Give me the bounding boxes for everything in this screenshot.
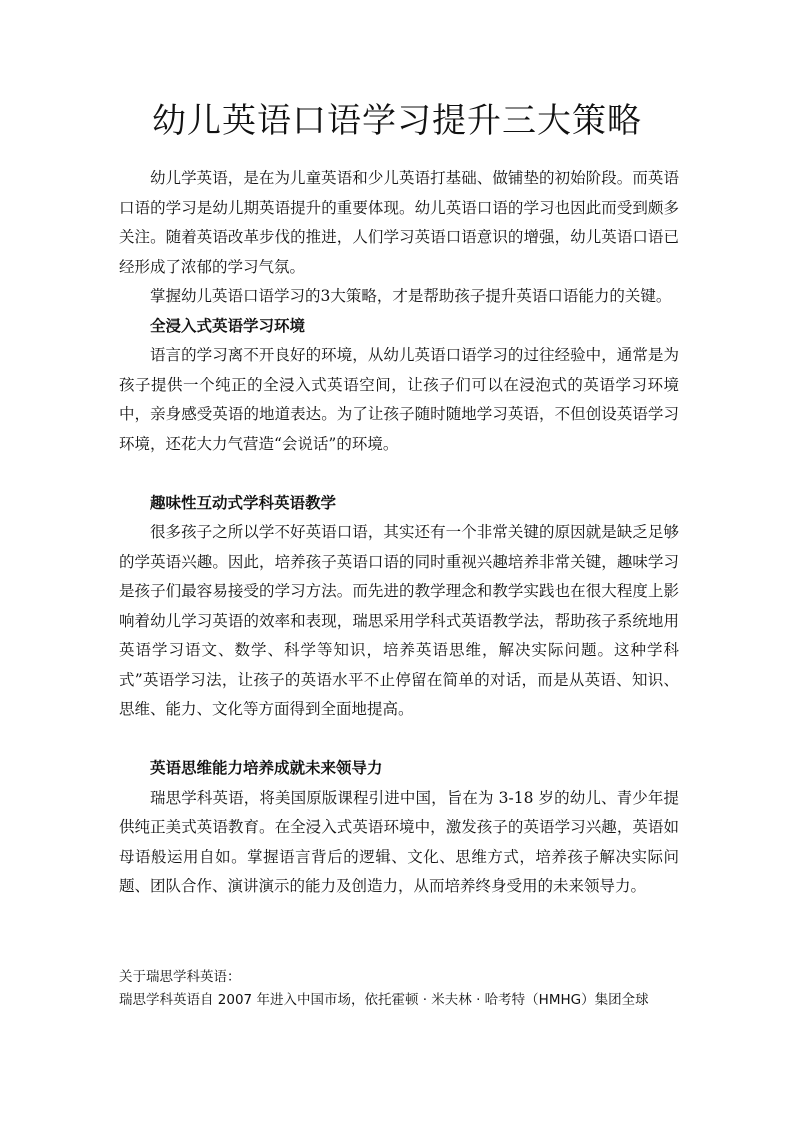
- document-title: 幼儿英语口语学习提升三大策略: [152, 101, 642, 141]
- section-paragraph: 语言的学习离不开良好的环境，从幼儿英语口语学习的过往经验中，通常是为孩子提供一个纯正的全浸入式英语空间，让孩子们可以在浸泡式的英语学习环境中，亲身感受英语的地道表达。为了让孩子随时随地学习英语，不但创设英语学习环境，还花大力气营造“会说话”的环境。: [119, 346, 679, 453]
- section-heading: 全浸入式英语学习环境: [150, 316, 306, 335]
- document-body: [119, 164, 679, 902]
- footer-label: 关于瑞思学科英语：: [119, 969, 241, 985]
- section-spacer: [119, 725, 679, 755]
- footer-text: 瑞思学科英语自 2007 年进入中国市场，依托霍顿 · 米夫林 · 哈考特（HMHG）集团全球: [119, 992, 649, 1008]
- intro-paragraph: 幼儿学英语，是在为儿童英语和少儿英语打基础、做铺垫的初始阶段。而英语口语的学习是幼儿期英语提升的重要体现。幼儿英语口语的学习也因此而受到颇多关注。随着英语改革步伐的推进，人们学习英语口语意识的增强，幼儿英语口语已经形成了浓郁的学习气氛。: [119, 169, 679, 276]
- about-footer: [119, 966, 679, 1012]
- section-paragraph: 瑞思学科英语，将美国原版课程引进中国，旨在为 3-18 岁的幼儿、青少年提供纯正美式英语教育。在全浸入式英语环境中，激发孩子的英语学习兴趣，英语如母语般运用自如。掌握语言背后的逻辑、文化、思维方式，培养孩子解决实际问题、团队合作、演讲演示的能力及创造力，从而培养终身受用的未来领导力。: [119, 788, 679, 895]
- section-paragraph: 很多孩子之所以学不好英语口语，其实还有一个非常关键的原因就是缺乏足够的学英语兴趣。因此，培养孩子英语口语的同时重视兴趣培养非常关键，趣味学习是孩子们最容易接受的学习方法。而先进的教学理念和教学实践也在很大程度上影响着幼儿学习英语的效率和表现，瑞思采用学科式英语教学法，帮助孩子系统地用英语学习语文、数学、科学等知识，培养英语思维，解决实际问题。这种学科式”英语学习法，让孩子的英语水平不止停留在简单的对话，而是从英语、知识、思维、能力、文化等方面得到全面地提高。: [119, 523, 679, 718]
- section-heading: 英语思维能力培养成就未来领导力: [150, 759, 383, 777]
- section-spacer: [119, 459, 679, 489]
- intro-paragraph: 掌握幼儿英语口语学习的3大策略，才是帮助孩子提升英语口语能力的关键。: [150, 287, 672, 305]
- section-heading: 趣味性互动式学科英语教学: [150, 493, 337, 512]
